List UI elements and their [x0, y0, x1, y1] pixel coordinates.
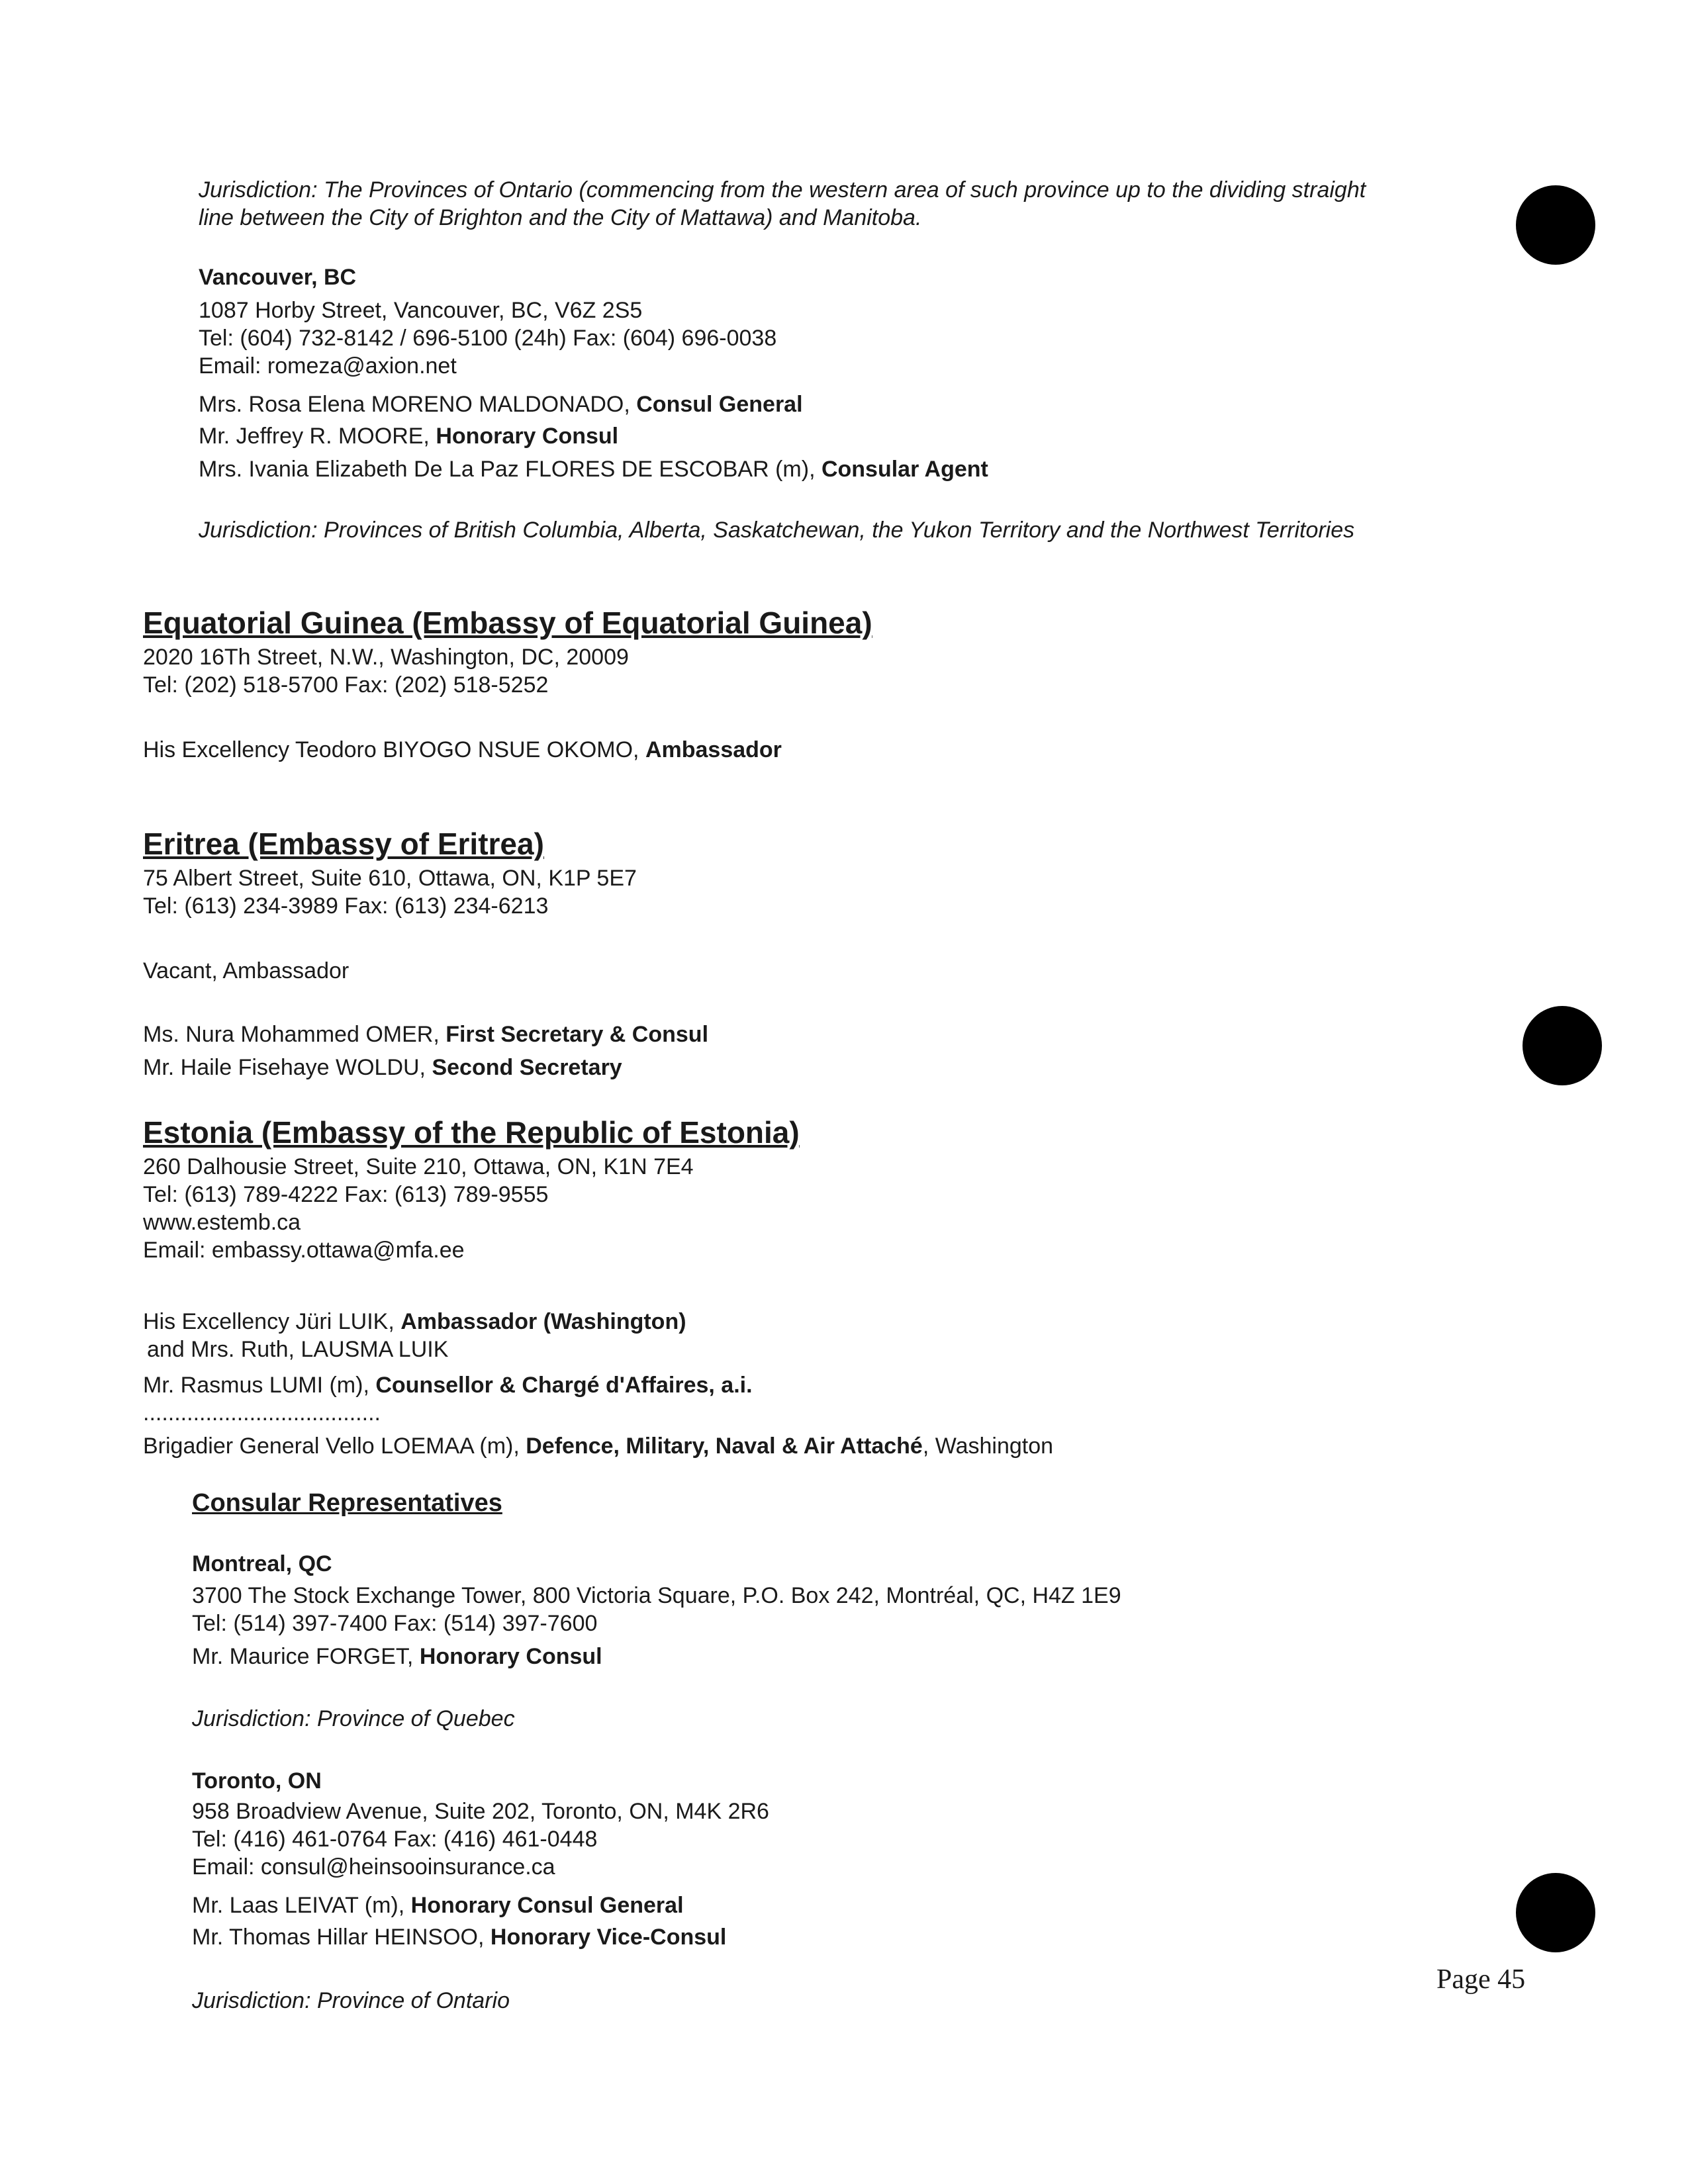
staff-title: Consul General [636, 392, 803, 417]
toronto-email: Email: consul@heinsooinsurance.ca [192, 1854, 555, 1880]
estonia-dots: ...................................... [143, 1400, 381, 1426]
estonia-web: www.estemb.ca [143, 1210, 301, 1235]
punch-hole-top [1516, 185, 1595, 265]
staff-title: Consular Agent [821, 457, 988, 482]
vancouver-address: 1087 Horby Street, Vancouver, BC, V6Z 2S5 [199, 298, 643, 323]
eritrea-heading: Eritrea (Embassy of Eritrea) [143, 827, 544, 861]
staff-name: Brigadier General Vello LOEMAA (m), [143, 1433, 526, 1459]
punch-hole-bottom [1516, 1873, 1595, 1952]
staff-title: Honorary Consul [436, 424, 619, 449]
staff-title: Counsellor & Chargé d'Affaires, a.i. [375, 1373, 753, 1398]
staff-title: Ambassador [645, 737, 782, 762]
eritrea-staff-1 [143, 1021, 708, 1048]
staff-title: Honorary Vice-Consul [490, 1925, 727, 1950]
toronto-staff-2 [192, 1923, 726, 1951]
staff-title: Honorary Consul General [410, 1893, 684, 1918]
montreal-city: Montreal, QC [192, 1551, 332, 1576]
estonia-attache [143, 1432, 1053, 1460]
vancouver-city: Vancouver, BC [199, 265, 357, 290]
montreal-phone: Tel: (514) 397-7400 Fax: (514) 397-7600 [192, 1611, 598, 1636]
estonia-address: 260 Dalhousie Street, Suite 210, Ottawa, ON, K1N 7E4 [143, 1154, 694, 1179]
vancouver-phone: Tel: (604) 732-8142 / 696-5100 (24h) Fax: (604) 696-0038 [199, 326, 777, 351]
toronto-phone: Tel: (416) 461-0764 Fax: (416) 461-0448 [192, 1827, 598, 1852]
estonia-ambassador [143, 1308, 686, 1336]
punch-hole-middle [1523, 1006, 1602, 1085]
vancouver-staff-2 [199, 422, 618, 450]
estonia-counsellor [143, 1371, 753, 1399]
staff-name: His Excellency Jüri LUIK, [143, 1309, 401, 1334]
eritrea-address: 75 Albert Street, Suite 610, Ottawa, ON, K1P 5E7 [143, 866, 637, 891]
montreal-jurisdiction: Jurisdiction: Province of Quebec [192, 1706, 515, 1731]
estonia-phone: Tel: (613) 789-4222 Fax: (613) 789-9555 [143, 1182, 549, 1207]
equatorial-guinea-staff-1 [143, 736, 782, 764]
vancouver-jurisdiction: Jurisdiction: Provinces of British Columbia, Alberta, Saskatchewan, the Yukon Territory and the Northwest Territories [199, 518, 1355, 543]
eritrea-vacant: Vacant, Ambassador [143, 958, 350, 983]
montreal-staff-1 [192, 1643, 602, 1670]
vancouver-staff-1 [199, 390, 803, 418]
staff-name: Mrs. Ivania Elizabeth De La Paz FLORES DE ESCOBAR (m), [199, 457, 821, 482]
toronto-jurisdiction: Jurisdiction: Province of Ontario [192, 1988, 510, 2013]
vancouver-email: Email: romeza@axion.net [199, 353, 457, 379]
estonia-spouse: and Mrs. Ruth, LAUSMA LUIK [147, 1337, 449, 1362]
staff-title: Defence, Military, Naval & Air Attaché [526, 1433, 923, 1459]
staff-name: Mr. Rasmus LUMI (m), [143, 1373, 376, 1398]
staff-name: Mr. Thomas Hillar HEINSOO, [192, 1925, 491, 1950]
equatorial-guinea-phone: Tel: (202) 518-5700 Fax: (202) 518-5252 [143, 672, 549, 698]
equatorial-guinea-address: 2020 16Th Street, N.W., Washington, DC, 20009 [143, 645, 629, 670]
eritrea-phone: Tel: (613) 234-3989 Fax: (613) 234-6213 [143, 893, 549, 919]
montreal-address: 3700 The Stock Exchange Tower, 800 Victoria Square, P.O. Box 242, Montréal, QC, H4Z 1E9 [192, 1583, 1121, 1608]
staff-title: First Secretary & Consul [445, 1022, 709, 1047]
staff-name: Mrs. Rosa Elena MORENO MALDONADO, [199, 392, 637, 417]
staff-name: His Excellency Teodoro BIYOGO NSUE OKOMO, [143, 737, 645, 762]
prev-jurisdiction-line2: line between the City of Brighton and the City of Mattawa) and Manitoba. [199, 205, 922, 230]
equatorial-guinea-heading: Equatorial Guinea (Embassy of Equatorial Guinea) [143, 606, 872, 640]
staff-name: Mr. Maurice FORGET, [192, 1644, 420, 1669]
staff-name: Mr. Laas LEIVAT (m), [192, 1893, 411, 1918]
eritrea-staff-2 [143, 1054, 622, 1081]
toronto-address: 958 Broadview Avenue, Suite 202, Toronto, ON, M4K 2R6 [192, 1799, 769, 1824]
prev-jurisdiction-line1: Jurisdiction: The Provinces of Ontario (commencing from the western area of such province up to the dividing straight [199, 177, 1366, 203]
vancouver-staff-3 [199, 455, 988, 483]
staff-name: Mr. Haile Fisehaye WOLDU, [143, 1055, 432, 1080]
toronto-staff-1 [192, 1891, 684, 1919]
consular-representatives-heading: Consular Representatives [192, 1489, 502, 1517]
staff-title: Second Secretary [432, 1055, 622, 1080]
staff-name: Mr. Jeffrey R. MOORE, [199, 424, 436, 449]
estonia-email: Email: embassy.ottawa@mfa.ee [143, 1238, 465, 1263]
estonia-heading: Estonia (Embassy of the Republic of Estonia) [143, 1115, 800, 1150]
page-number: Page 45 [1436, 1964, 1526, 1995]
staff-title: Honorary Consul [419, 1644, 602, 1669]
staff-title: Ambassador (Washington) [400, 1309, 686, 1334]
staff-name: Ms. Nura Mohammed OMER, [143, 1022, 446, 1047]
staff-location: , Washington [922, 1433, 1054, 1459]
toronto-city: Toronto, ON [192, 1768, 322, 1794]
